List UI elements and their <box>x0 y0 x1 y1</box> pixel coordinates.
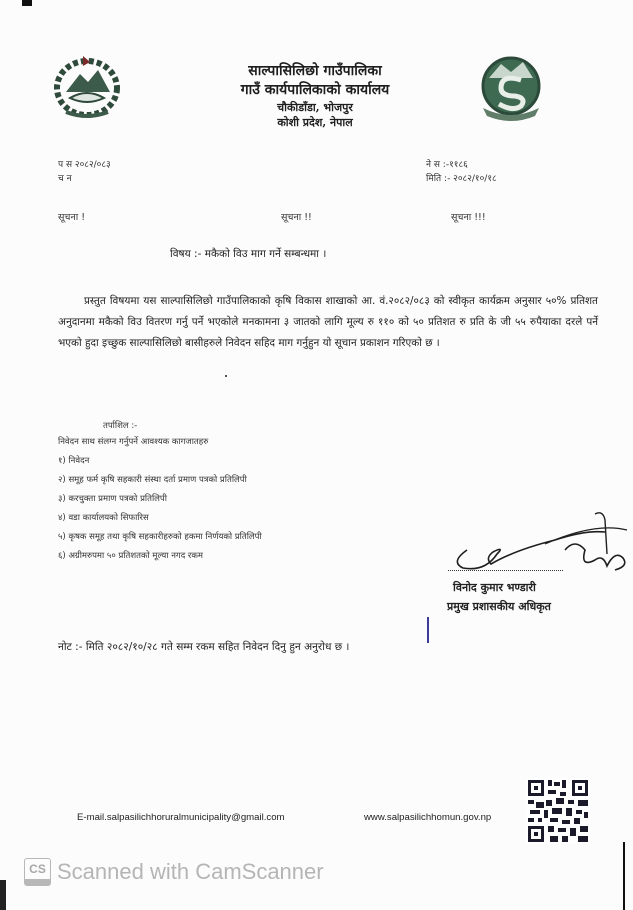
camscanner-watermark <box>24 858 324 886</box>
enclosure-item: १) निवेदन <box>58 456 90 466</box>
qr-code-icon <box>526 778 590 844</box>
scan-edge-right <box>623 842 625 910</box>
notice-heading-2: सूचना !! <box>281 212 312 223</box>
signature-line <box>448 570 563 571</box>
enclosures-title: तर्पाशिल :- <box>103 421 138 431</box>
enclosure-item: ४) वडा कार्यालयको सिफारिस <box>58 513 149 523</box>
reference-left <box>58 158 111 186</box>
dispatch-number: च न <box>58 174 72 184</box>
municipality-name: साल्पासिलिछो गाउँपालिका <box>248 63 382 79</box>
registration-number: ने स :-११८६ <box>426 160 468 170</box>
reference-right <box>426 158 497 186</box>
letter-date: मिति :- २०८२/१०/१८ <box>426 174 497 184</box>
ink-dot <box>225 375 227 377</box>
enclosures-list <box>58 433 262 566</box>
subject-line: विषय :- मकैको विउ माग गर्ने सम्बन्धमा । <box>170 248 327 260</box>
note-line: नोट :- मिति २०८२/१०/२८ गते सम्म रकम सहित निवेदन दिनु हुन अनुरोध छ । <box>58 641 350 653</box>
province-country: कोशी प्रदेश, नेपाल <box>277 116 353 129</box>
enclosures-intro: निवेदन साथ संलग्न गर्नुपर्ने आवश्यक कागजातहरु <box>58 437 209 447</box>
municipality-logo-icon <box>475 52 547 124</box>
pen-mark <box>427 617 429 643</box>
scan-edge-mark <box>22 0 32 6</box>
signature-icon <box>445 510 630 578</box>
notice-heading-1: सूचना ! <box>58 212 86 223</box>
body-paragraph: प्रस्तुत विषयमा यस साल्पासिलिछो गाउँपालिकाको कृषि विकास शाखाको आ. वं.२०८२/०८३ को स्वीकृत कार्यक्रम अनुसार ५०% प्रतिशत अनुदानमा मकैको विउ वितरण गर्नु पर्ने भएकोले मनकामना ३ जातको लागि मूल्य रु ११० को ५० प्रतिशत रु प्रति के जी ५५ रुपैयाका दरले पर्ने भएको हुदा इच्छुक साल्पासिलिछो बासीहरुले निवेदन सहिद माग गर्नुहुन यो सूचान प्रकाशन गरिएको छ । <box>58 295 598 349</box>
nepal-emblem-icon <box>52 52 122 120</box>
notice-body <box>58 291 598 354</box>
letterhead <box>180 62 450 130</box>
footer-email: E-mail.salpasilichhoruralmunicipality@gmail.com <box>77 812 285 823</box>
signatory-title: प्रमुख प्रशासकीय अधिकृत <box>447 600 551 613</box>
notice-heading-3: सूचना !!! <box>451 212 486 223</box>
scan-edge-left <box>0 880 6 910</box>
enclosure-item: २) समूह फर्म कृषि सहकारी संस्था दर्ता प्रमाण पत्रको प्रतिलिपी <box>58 475 247 485</box>
footer-website: www.salpasilichhomun.gov.np <box>364 812 492 823</box>
camscanner-text: Scanned with CamScanner <box>57 859 324 884</box>
office-address: चौकीडाँडा, भोजपुर <box>277 101 353 114</box>
enclosure-item: ५) कृषक समूह तथा कृषि सहकारीहरुको हकमा निर्णयको प्रतिलिपी <box>58 532 262 542</box>
signatory-name: विनोद कुमार भण्डारी <box>453 581 536 594</box>
signatory-block <box>447 578 551 616</box>
camscanner-logo-icon: CS <box>24 858 51 886</box>
enclosure-item: ६) अग्रीमरुपमा ५० प्रतिशतको मूल्या नगद रकम <box>58 551 203 561</box>
letter-number: प स २०८२/०८३ <box>58 160 111 170</box>
enclosure-item: ३) करचुक्ता प्रमाण पत्रको प्रतिलिपी <box>58 494 167 504</box>
office-name: गाउँ कार्यपालिकाको कार्यालय <box>240 82 390 98</box>
